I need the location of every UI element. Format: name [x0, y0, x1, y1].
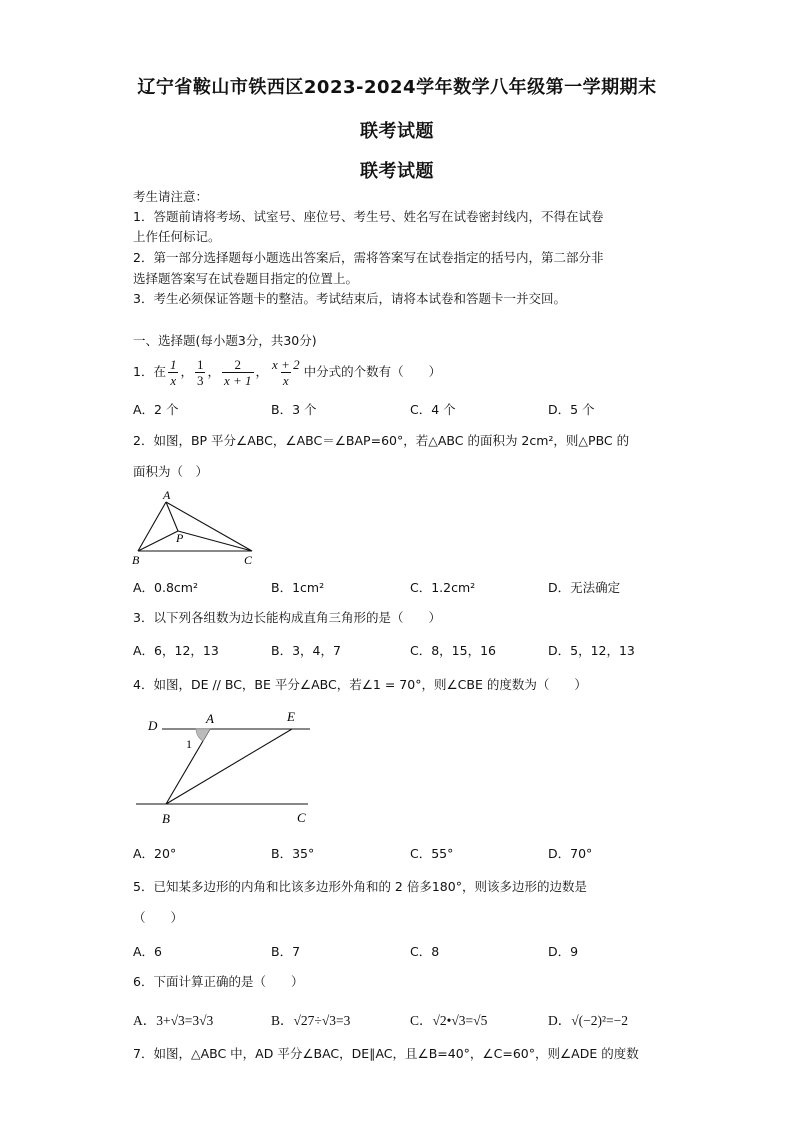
q5-option-c[interactable]: C．8	[410, 944, 440, 959]
q1-suffix: 中分式的个数有（ ）	[303, 364, 442, 379]
section1-heading: 一、选择题(每小题3分，共30分)	[133, 333, 317, 348]
q3-option-a[interactable]: A．6，12，13	[133, 643, 219, 658]
q1-option-c[interactable]: C．4 个	[410, 402, 456, 417]
q5-text-line2: （ ）	[133, 910, 184, 925]
q4-angle-1-marker	[196, 729, 210, 741]
exam-title-line1: 辽宁省鞍山市铁西区2023-2024学年数学八年级第一学期期末	[137, 77, 657, 98]
exam-title-line3: 联考试题	[360, 161, 434, 182]
q2-text-line2: 面积为（ ）	[133, 464, 209, 479]
q1-fraction-3: $\frac{2}{x + 1}$	[223, 356, 252, 388]
q4-segment-be	[166, 729, 292, 804]
q6-option-d[interactable]: D．√(−2)²=−2	[548, 1013, 629, 1028]
notice-heading: 考生请注意：	[133, 189, 209, 204]
q4-option-c[interactable]: C．55°	[410, 846, 454, 861]
q5-option-d[interactable]: D．9	[548, 944, 579, 959]
q5-option-b[interactable]: B．7	[271, 944, 301, 959]
q1-prefix: 1．在	[133, 364, 166, 379]
q4-option-a[interactable]: A．20°	[133, 846, 177, 861]
notice-item3: 3．考生必须保证答题卡的整洁。考试结束后，请将本试卷和答题卡一并交回。	[133, 291, 566, 306]
q2-triangle-figure	[128, 486, 268, 568]
q1-option-a[interactable]: A．2 个	[133, 402, 179, 417]
q2-segment-pc	[178, 531, 252, 551]
exam-title-line2: 联考试题	[360, 121, 434, 142]
q2-option-a[interactable]: A．0.8cm²	[133, 580, 198, 595]
q2-segment-ap	[166, 502, 178, 531]
q6-option-b[interactable]: B．√27÷√3=3	[271, 1013, 351, 1028]
q2-option-b[interactable]: B．1cm²	[271, 580, 325, 595]
q6-option-c[interactable]: C．√2•√3=√5	[410, 1013, 488, 1028]
notice-item2-a: 2．第一部分选择题每小题选出答案后，需将答案写在试卷指定的括号内，第二部分非	[133, 250, 604, 265]
q4-text: 4．如图，DE // BC，BE 平分∠ABC，若∠1 = 70°，则∠CBE 的度数为（ ）	[133, 677, 587, 692]
notice-item1-a: 1．答题前请将考场、试室号、座位号、考生号、姓名写在试卷密封线内，不得在试卷	[133, 209, 604, 224]
q6-text: 6．下面计算正确的是（ ）	[133, 974, 304, 989]
q2-option-d[interactable]: D．无法确定	[548, 580, 621, 595]
q2-label-a: A	[163, 488, 171, 502]
q3-text: 3．以下列各组数为边长能构成直角三角形的是（ ）	[133, 610, 441, 625]
q2-label-p: P	[176, 531, 184, 545]
q4-option-b[interactable]: B．35°	[271, 846, 315, 861]
q4-label-c: C	[297, 810, 306, 825]
q4-label-b: B	[162, 811, 170, 826]
q1-option-b[interactable]: B．3 个	[271, 402, 317, 417]
q4-label-d: D	[148, 718, 158, 733]
q4-label-a: A	[206, 711, 214, 726]
q5-text-line1: 5．已知某多边形的内角和比该多边形外角和的 2 倍多180°，则该多边形的边数是	[133, 879, 587, 894]
q4-option-d[interactable]: D．70°	[548, 846, 593, 861]
q5-option-a[interactable]: A．6	[133, 944, 163, 959]
q1-fraction-1: $\frac{1}{x}$	[169, 356, 177, 388]
q4-parallel-lines-figure	[130, 706, 330, 832]
question-1: 1．在 $\frac{1}{x}$ ， $\frac{1}{3}$ ， $\frac{2}{x + 1}$ ， $\frac{x + 2}{x}$ 中分式的个数有（ ）	[133, 352, 441, 392]
q7-text: 7．如图，△ABC 中，AD 平分∠BAC，DE∥AC，且∠B=40°，∠C=60°，则∠ADE 的度数	[133, 1046, 639, 1061]
q6-option-a[interactable]: A．3+√3=3√3	[133, 1013, 214, 1028]
q1-fraction-2: $\frac{1}{3}$	[196, 356, 204, 388]
q2-label-c: C	[244, 553, 253, 567]
q2-option-c[interactable]: C．1.2cm²	[410, 580, 476, 595]
q3-option-b[interactable]: B．3，4，7	[271, 643, 341, 658]
q3-option-c[interactable]: C．8，15，16	[410, 643, 496, 658]
notice-item1-b: 上作任何标记。	[133, 229, 221, 244]
q2-text-line1: 2．如图，BP 平分∠ABC，∠ABC＝∠BAP=60°，若△ABC 的面积为 2cm²，则△PBC 的	[133, 433, 630, 448]
notice-item2-b: 选择题答案写在试卷题目指定的位置上。	[133, 271, 359, 286]
q2-label-b: B	[132, 553, 140, 567]
q4-label-e: E	[287, 709, 295, 724]
q3-option-d[interactable]: D．5，12，13	[548, 643, 635, 658]
q1-option-d[interactable]: D．5 个	[548, 402, 595, 417]
q4-label-1: 1	[186, 737, 192, 751]
q1-fraction-4: $\frac{x + 2}{x}$	[272, 356, 300, 388]
